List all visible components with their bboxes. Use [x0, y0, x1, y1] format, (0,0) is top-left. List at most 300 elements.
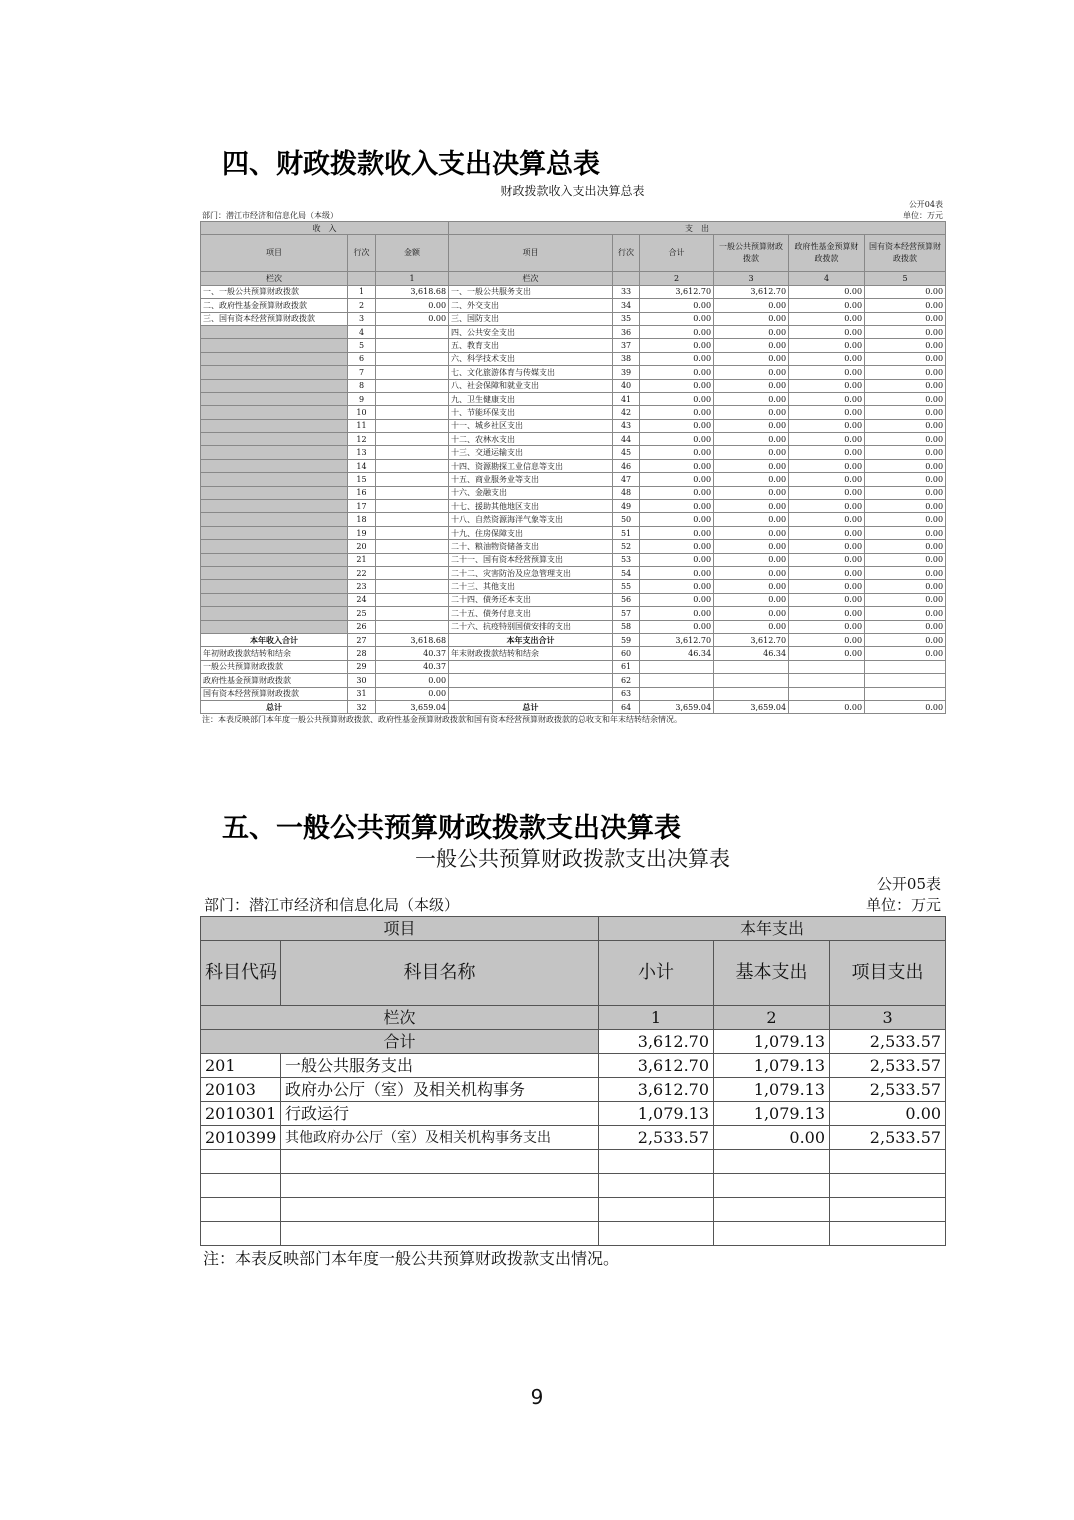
empty-cell	[830, 1222, 946, 1246]
expense-fund: 0.00	[789, 325, 865, 338]
income-amount: 40.37	[376, 660, 449, 673]
table-row	[201, 593, 946, 606]
total-label: 合计	[201, 1030, 599, 1054]
income-amount	[376, 473, 449, 486]
expense-total: 0.00	[640, 312, 714, 325]
table-row	[201, 620, 946, 633]
expense-general: 0.00	[714, 406, 789, 419]
expense-item: 九、卫生健康支出	[449, 392, 613, 405]
expense-fund: 0.00	[789, 433, 865, 446]
subtotal-value: 3,612.70	[599, 1054, 714, 1078]
income-header: 收 入	[201, 222, 449, 235]
expense-item: 十三、交通运输支出	[449, 446, 613, 459]
income-row-no: 25	[348, 607, 376, 620]
empty-cell	[599, 1150, 714, 1174]
expense-total: 0.00	[640, 406, 714, 419]
expense-state: 0.00	[865, 593, 946, 606]
table-row	[201, 513, 946, 526]
expense-item: 本年支出合计	[449, 633, 613, 646]
expense-state: 0.00	[865, 352, 946, 365]
income-item	[201, 500, 348, 513]
income-item	[201, 540, 348, 553]
table-title: 一般公共预算财政拨款支出决算表	[415, 847, 730, 871]
expense-row-no: 64	[613, 700, 640, 713]
lanci-label: 栏次	[201, 1006, 599, 1030]
income-row-no: 7	[348, 366, 376, 379]
empty-cell	[714, 1150, 830, 1174]
income-item: 本年收入合计	[201, 633, 348, 646]
col-fund: 政府性基金预算财政拨款	[789, 235, 865, 272]
project-value: 2,533.57	[830, 1054, 946, 1078]
expense-item: 二十、粮油物资储备支出	[449, 540, 613, 553]
expense-state: 0.00	[865, 459, 946, 472]
expense-row-no: 33	[613, 285, 640, 298]
expense-total: 0.00	[640, 366, 714, 379]
expense-fund: 0.00	[789, 566, 865, 579]
expense-item: 三、国防支出	[449, 312, 613, 325]
income-item	[201, 566, 348, 579]
expense-state: 0.00	[865, 366, 946, 379]
summary-row	[201, 633, 946, 646]
expense-row-no: 46	[613, 459, 640, 472]
expense-row-no: 37	[613, 339, 640, 352]
table-code: 公开04表	[908, 200, 943, 209]
table-row	[201, 312, 946, 325]
col-item: 项目	[201, 235, 348, 272]
department-label: 部门：潜江市经济和信息化局（本级）	[202, 211, 338, 220]
page-number: 9	[530, 1385, 544, 1409]
income-amount	[376, 325, 449, 338]
income-row-no: 17	[348, 500, 376, 513]
income-amount	[376, 419, 449, 432]
income-amount: 3,659.04	[376, 700, 449, 713]
expense-row-no: 51	[613, 526, 640, 539]
expense-total	[640, 687, 714, 700]
subject-code: 201	[201, 1054, 281, 1078]
expense-item	[449, 687, 613, 700]
income-item	[201, 553, 348, 566]
expense-state: 0.00	[865, 419, 946, 432]
expense-row-no: 57	[613, 607, 640, 620]
expense-row-no: 58	[613, 620, 640, 633]
expense-state: 0.00	[865, 526, 946, 539]
expense-total: 0.00	[640, 500, 714, 513]
income-amount: 0.00	[376, 299, 449, 312]
empty-cell	[201, 1150, 281, 1174]
expense-general: 3,612.70	[714, 285, 789, 298]
expense-fund: 0.00	[789, 647, 865, 660]
basic-value: 1,079.13	[714, 1102, 830, 1126]
expense-fund: 0.00	[789, 339, 865, 352]
income-amount	[376, 446, 449, 459]
section-heading-4: 四、财政拨款收入支出决算总表	[222, 149, 600, 180]
expense-fund: 0.00	[789, 366, 865, 379]
income-row-no: 32	[348, 700, 376, 713]
income-row-no: 23	[348, 580, 376, 593]
expense-item: 十一、城乡社区支出	[449, 419, 613, 432]
table-row	[201, 553, 946, 566]
expense-state: 0.00	[865, 700, 946, 713]
expense-fund: 0.00	[789, 419, 865, 432]
income-amount	[376, 513, 449, 526]
table-row	[201, 285, 946, 298]
empty-cell	[830, 1198, 946, 1222]
expense-table	[200, 916, 946, 1246]
empty-cell	[281, 1198, 599, 1222]
income-item: 一、一般公共预算财政拨款	[201, 285, 348, 298]
col-subtotal: 小计	[599, 941, 714, 1006]
income-row-no: 13	[348, 446, 376, 459]
income-amount	[376, 566, 449, 579]
col-index: 3	[714, 272, 789, 285]
expense-item: 二十一、国有资本经营预算支出	[449, 553, 613, 566]
subject-name: 行政运行	[281, 1102, 599, 1126]
expense-item: 总计	[449, 700, 613, 713]
expense-item: 二十二、灾害防治及应急管理支出	[449, 566, 613, 579]
income-amount	[376, 540, 449, 553]
expense-total: 0.00	[640, 580, 714, 593]
col-item: 项目	[449, 235, 613, 272]
expense-total: 0.00	[640, 325, 714, 338]
expense-fund: 0.00	[789, 540, 865, 553]
expense-state: 0.00	[865, 325, 946, 338]
expense-item: 五、教育支出	[449, 339, 613, 352]
table-note: 注：本表反映部门本年度一般公共预算财政拨款、政府性基金预算财政拨款和国有资本经营预算财政拨款的总收支和年末结转结余情况。	[202, 715, 682, 725]
expense-total: 46.34	[640, 647, 714, 660]
expense-general: 0.00	[714, 366, 789, 379]
expense-fund: 0.00	[789, 473, 865, 486]
expense-item: 十八、自然资源海洋气象等支出	[449, 513, 613, 526]
income-item	[201, 513, 348, 526]
income-item: 政府性基金预算财政拨款	[201, 674, 348, 687]
income-item	[201, 607, 348, 620]
expense-general: 0.00	[714, 607, 789, 620]
expense-fund: 0.00	[789, 285, 865, 298]
expense-state: 0.00	[865, 446, 946, 459]
empty-cell	[281, 1150, 599, 1174]
expense-total: 0.00	[640, 299, 714, 312]
expense-general: 0.00	[714, 419, 789, 432]
expense-fund: 0.00	[789, 379, 865, 392]
income-amount	[376, 620, 449, 633]
expense-general: 0.00	[714, 312, 789, 325]
subject-code: 20103	[201, 1078, 281, 1102]
income-item	[201, 352, 348, 365]
income-amount	[376, 553, 449, 566]
income-item	[201, 446, 348, 459]
fiscal-income-expense-table	[200, 183, 945, 726]
income-row-no: 1	[348, 285, 376, 298]
expense-total: 0.00	[640, 526, 714, 539]
income-amount	[376, 392, 449, 405]
expense-general: 0.00	[714, 339, 789, 352]
col-amount: 金额	[376, 235, 449, 272]
income-amount: 0.00	[376, 312, 449, 325]
income-amount: 0.00	[376, 687, 449, 700]
income-item	[201, 526, 348, 539]
income-item	[201, 325, 348, 338]
expense-state: 0.00	[865, 580, 946, 593]
income-item	[201, 459, 348, 472]
department-label: 部门：潜江市经济和信息化局（本级）	[204, 896, 460, 914]
income-row-no: 16	[348, 486, 376, 499]
income-amount	[376, 580, 449, 593]
income-amount	[376, 379, 449, 392]
expense-state: 0.00	[865, 540, 946, 553]
subtotal-value: 1,079.13	[599, 1102, 714, 1126]
expense-item: 十二、农林水支出	[449, 433, 613, 446]
income-row-no: 18	[348, 513, 376, 526]
expense-row-no: 52	[613, 540, 640, 553]
expense-total: 0.00	[640, 566, 714, 579]
expense-general: 3,659.04	[714, 700, 789, 713]
basic-value: 1,079.13	[714, 1054, 830, 1078]
col-basic: 基本支出	[714, 941, 830, 1006]
expense-general: 0.00	[714, 500, 789, 513]
expense-fund: 0.00	[789, 486, 865, 499]
expense-general: 0.00	[714, 392, 789, 405]
income-amount	[376, 593, 449, 606]
expense-item: 七、文化旅游体育与传媒支出	[449, 366, 613, 379]
expense-state	[865, 687, 946, 700]
expense-state: 0.00	[865, 607, 946, 620]
expense-general: 0.00	[714, 352, 789, 365]
empty-cell	[714, 1222, 830, 1246]
expense-general: 0.00	[714, 540, 789, 553]
income-item	[201, 580, 348, 593]
expense-item: 十四、资源勘探工业信息等支出	[449, 459, 613, 472]
expense-general: 0.00	[714, 526, 789, 539]
table-row	[201, 500, 946, 513]
table-code: 公开05表	[876, 875, 941, 893]
empty-cell	[599, 1222, 714, 1246]
expense-general: 0.00	[714, 473, 789, 486]
expense-total: 0.00	[640, 593, 714, 606]
expense-general: 0.00	[714, 513, 789, 526]
expense-item: 十五、商业服务业等支出	[449, 473, 613, 486]
empty-cell	[599, 1198, 714, 1222]
col-project: 项目支出	[830, 941, 946, 1006]
subtotal-value: 3,612.70	[599, 1078, 714, 1102]
empty-cell	[714, 1174, 830, 1198]
expense-item: 八、社会保障和就业支出	[449, 379, 613, 392]
income-item: 总计	[201, 700, 348, 713]
empty-cell	[201, 1198, 281, 1222]
table-row	[201, 433, 946, 446]
expense-fund: 0.00	[789, 526, 865, 539]
expense-general: 0.00	[714, 580, 789, 593]
subject-name: 其他政府办公厅（室）及相关机构事务支出	[281, 1126, 599, 1150]
expense-state: 0.00	[865, 553, 946, 566]
income-amount	[376, 406, 449, 419]
col-index: 2	[640, 272, 714, 285]
expense-state: 0.00	[865, 312, 946, 325]
table-row	[201, 1126, 946, 1150]
expense-general: 0.00	[714, 433, 789, 446]
project-value: 0.00	[830, 1102, 946, 1126]
subject-code: 2010399	[201, 1126, 281, 1150]
income-item	[201, 366, 348, 379]
expense-row-no: 47	[613, 473, 640, 486]
empty-cell	[281, 1174, 599, 1198]
expense-row-no: 44	[613, 433, 640, 446]
expense-state: 0.00	[865, 500, 946, 513]
expense-state	[865, 660, 946, 673]
subject-name: 政府办公厅（室）及相关机构事务	[281, 1078, 599, 1102]
col-name: 科目名称	[281, 941, 599, 1006]
table-row	[201, 1102, 946, 1126]
total-basic: 1,079.13	[714, 1030, 830, 1054]
col-total: 合计	[640, 235, 714, 272]
col-index: 1	[599, 1006, 714, 1030]
expense-state: 0.00	[865, 406, 946, 419]
table-row	[201, 379, 946, 392]
expense-state: 0.00	[865, 379, 946, 392]
expense-general: 0.00	[714, 566, 789, 579]
table-row	[201, 459, 946, 472]
expense-fund: 0.00	[789, 593, 865, 606]
income-item	[201, 486, 348, 499]
summary-row	[201, 700, 946, 713]
income-amount: 0.00	[376, 674, 449, 687]
empty-cell	[830, 1150, 946, 1174]
expense-item: 二十四、债务还本支出	[449, 593, 613, 606]
expense-item: 十七、援助其他地区支出	[449, 500, 613, 513]
expense-state: 0.00	[865, 339, 946, 352]
income-item	[201, 406, 348, 419]
expense-fund: 0.00	[789, 580, 865, 593]
expense-state: 0.00	[865, 433, 946, 446]
income-amount	[376, 433, 449, 446]
expense-row-no: 35	[613, 312, 640, 325]
expense-state: 0.00	[865, 647, 946, 660]
expense-total	[640, 674, 714, 687]
expense-general: 0.00	[714, 593, 789, 606]
expense-fund: 0.00	[789, 406, 865, 419]
expense-general: 46.34	[714, 647, 789, 660]
table-row	[201, 299, 946, 312]
table-row	[201, 366, 946, 379]
expense-item: 一、一般公共服务支出	[449, 285, 613, 298]
table-row	[201, 325, 946, 338]
expense-total: 0.00	[640, 620, 714, 633]
expense-fund: 0.00	[789, 312, 865, 325]
expense-header: 支 出	[449, 222, 946, 235]
expense-total: 0.00	[640, 486, 714, 499]
expense-state: 0.00	[865, 473, 946, 486]
expense-item: 二十三、其他支出	[449, 580, 613, 593]
income-row-no: 19	[348, 526, 376, 539]
unit-label: 单位：万元	[903, 211, 943, 220]
expense-item: 二、外交支出	[449, 299, 613, 312]
table-row	[201, 419, 946, 432]
table-row	[201, 486, 946, 499]
expense-row-no: 63	[613, 687, 640, 700]
income-amount	[376, 486, 449, 499]
empty-row	[201, 1222, 946, 1246]
expense-item: 六、科学技术支出	[449, 352, 613, 365]
expense-item: 四、公共安全支出	[449, 325, 613, 338]
expense-total: 3,659.04	[640, 700, 714, 713]
expense-row-no: 43	[613, 419, 640, 432]
income-row-no: 12	[348, 433, 376, 446]
expense-general	[714, 674, 789, 687]
expense-state: 0.00	[865, 486, 946, 499]
income-row-no: 30	[348, 674, 376, 687]
empty-row	[201, 1174, 946, 1198]
expense-total: 0.00	[640, 433, 714, 446]
empty-cell	[201, 1222, 281, 1246]
empty-cell	[201, 1174, 281, 1198]
empty-cell	[281, 1222, 599, 1246]
expense-total: 0.00	[640, 339, 714, 352]
col-index: 4	[789, 272, 865, 285]
income-row-no: 21	[348, 553, 376, 566]
expense-fund: 0.00	[789, 459, 865, 472]
expense-total: 3,612.70	[640, 633, 714, 646]
expense-total: 0.00	[640, 513, 714, 526]
summary-row	[201, 687, 946, 700]
expense-fund: 0.00	[789, 553, 865, 566]
expense-total: 0.00	[640, 553, 714, 566]
col-index: 5	[865, 272, 946, 285]
col-index: 1	[376, 272, 449, 285]
expense-row-no: 39	[613, 366, 640, 379]
income-amount	[376, 352, 449, 365]
expense-row-no: 62	[613, 674, 640, 687]
expense-row-no: 60	[613, 647, 640, 660]
table-row	[201, 607, 946, 620]
expense-item	[449, 660, 613, 673]
expense-row-no: 49	[613, 500, 640, 513]
expense-row-no: 61	[613, 660, 640, 673]
table-row	[201, 526, 946, 539]
table-row	[201, 566, 946, 579]
expense-row-no: 36	[613, 325, 640, 338]
expense-general: 3,612.70	[714, 633, 789, 646]
expense-row-no: 50	[613, 513, 640, 526]
income-row-no: 31	[348, 687, 376, 700]
expense-item: 十、节能环保支出	[449, 406, 613, 419]
expense-total: 0.00	[640, 392, 714, 405]
expense-total: 0.00	[640, 540, 714, 553]
expense-row-no: 48	[613, 486, 640, 499]
income-amount: 3,618.68	[376, 285, 449, 298]
expense-row-no: 55	[613, 580, 640, 593]
expense-row-no: 53	[613, 553, 640, 566]
table-note: 注：本表反映部门本年度一般公共预算财政拨款支出情况。	[203, 1249, 620, 1268]
income-item	[201, 593, 348, 606]
subtotal-value: 2,533.57	[599, 1126, 714, 1150]
income-item	[201, 419, 348, 432]
income-item: 一般公共预算财政拨款	[201, 660, 348, 673]
income-row-no: 14	[348, 459, 376, 472]
expense-general: 0.00	[714, 553, 789, 566]
expense-total: 0.00	[640, 607, 714, 620]
income-amount	[376, 339, 449, 352]
expense-state: 0.00	[865, 392, 946, 405]
income-amount: 40.37	[376, 647, 449, 660]
expense-general: 0.00	[714, 620, 789, 633]
col-year: 本年支出	[599, 917, 946, 941]
table-row	[201, 1078, 946, 1102]
income-amount	[376, 607, 449, 620]
income-item	[201, 392, 348, 405]
subject-name: 一般公共服务支出	[281, 1054, 599, 1078]
income-item: 国有资本经营预算财政拨款	[201, 687, 348, 700]
expense-state: 0.00	[865, 566, 946, 579]
income-row-no: 24	[348, 593, 376, 606]
